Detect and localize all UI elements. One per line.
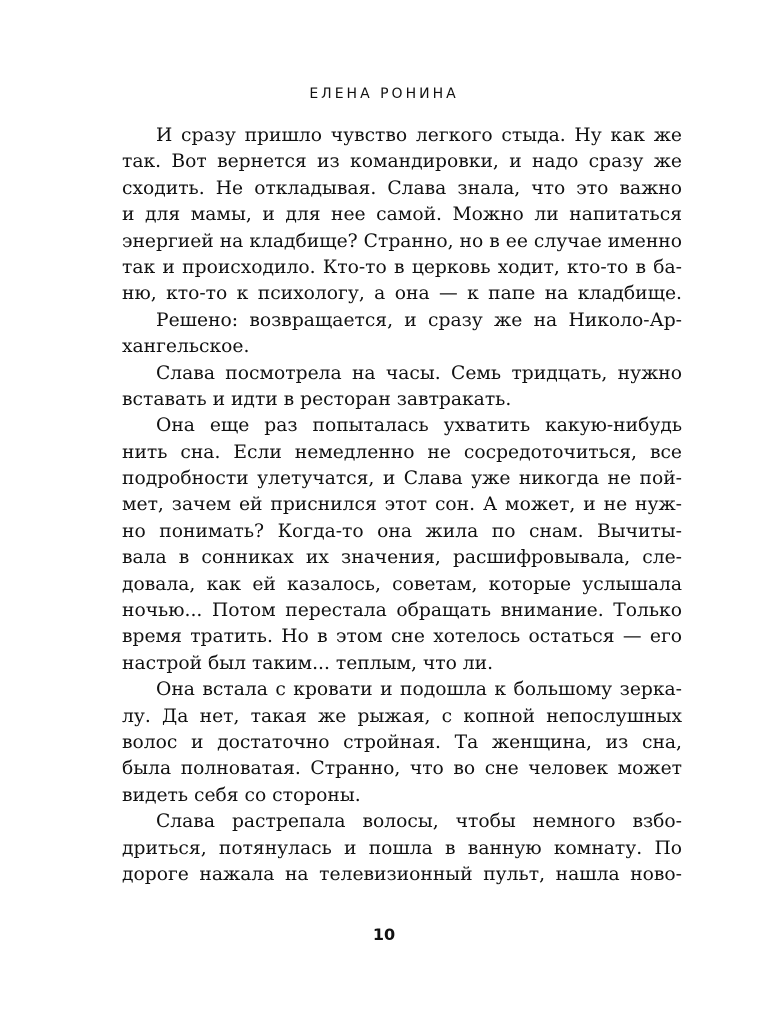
text-line: Она встала с кровати и подошла к большому зерка- xyxy=(156,679,682,701)
paragraph xyxy=(122,361,682,414)
text-line: волос и достаточно стройная. Та женщина, из сна, xyxy=(122,731,682,753)
text-line: Слава посмотрела на часы. Семь тридцать, нужно xyxy=(156,362,682,384)
text-line: дороге нажала на телевизионный пульт, нашла ново- xyxy=(122,863,682,885)
text-line: Решено: возвращается, и сразу же на Николо-Ар- xyxy=(156,309,682,331)
text-line: ночью... Потом перестала обращать внимание. Только xyxy=(122,600,682,622)
paragraph xyxy=(122,308,682,361)
text-line: хангельское. xyxy=(122,336,250,358)
text-line: настрой был таким... теплым, что ли. xyxy=(122,652,494,674)
text-line: дриться, потянулась и пошла в ванную комнату. По xyxy=(122,837,682,859)
text-line: довала, как ей казалось, советам, которые услышала xyxy=(122,573,682,595)
text-line: вставать и идти в ресторан завтракать. xyxy=(122,388,512,410)
text-line: мет, зачем ей приснился этот сон. А может, и не нуж- xyxy=(122,494,682,516)
body-text xyxy=(122,123,682,888)
running-head: ЕЛЕНА РОНИНА xyxy=(309,86,459,102)
text-line: Она еще раз попыталась ухватить какую-нибудь xyxy=(156,415,682,437)
text-line: сходить. Не откладывая. Слава знала, что это важно xyxy=(122,177,682,199)
text-line: видеть себя со стороны. xyxy=(122,784,361,806)
text-line: лу. Да нет, такая же рыжая, с копной непослушных xyxy=(122,705,682,727)
text-line: и для мамы, и для нее самой. Можно ли напитаться xyxy=(122,204,682,226)
page-number: 10 xyxy=(372,925,396,944)
text-line: И сразу пришло чувство легкого стыда. Ну как же xyxy=(156,125,682,146)
paragraph xyxy=(122,413,682,677)
text-line: подробности улетучатся, и Слава уже никогда не пой- xyxy=(122,468,682,490)
text-line: вала в сонниках их значения, расшифровывала, сле- xyxy=(122,547,682,569)
paragraph xyxy=(122,809,682,888)
text-line: так. Вот вернется из командировки, и надо сразу же xyxy=(122,151,682,173)
text-line: ню, кто-то к психологу, а она — к папе на кладбище. xyxy=(122,283,682,305)
text-line: Слава растрепала волосы, чтобы немного взбо- xyxy=(156,811,682,833)
text-line: энергией на кладбище? Странно, но в ее случае именно xyxy=(122,230,682,252)
text-line: так и происходило. Кто-то в церковь ходит, кто-то в ба- xyxy=(122,256,682,278)
text-line: нить сна. Если немедленно не сосредоточиться, все xyxy=(122,441,682,463)
paragraph xyxy=(122,677,682,809)
text-line: была полноватая. Странно, что во сне человек может xyxy=(122,758,682,780)
text-line: но понимать? Когда-то она жила по снам. Вычиты- xyxy=(122,520,682,542)
paragraph xyxy=(122,123,682,308)
text-line: время тратить. Но в этом сне хотелось остаться — его xyxy=(122,626,682,648)
